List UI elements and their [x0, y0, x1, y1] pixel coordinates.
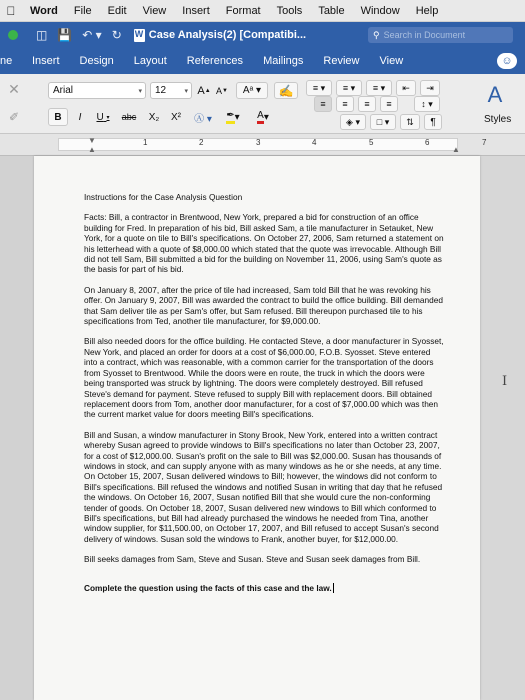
font-name-value: Arial: [53, 85, 74, 96]
final-instruction-text: Complete the question using the facts of this case and the law.: [84, 582, 332, 593]
multilevel-list-button[interactable]: ≡ ▾: [366, 80, 392, 96]
increase-indent-button[interactable]: ⇥: [420, 80, 440, 96]
tab-insert[interactable]: Insert: [32, 55, 60, 67]
shrink-font-button[interactable]: A ▼: [216, 85, 228, 96]
font-name-dropdown[interactable]: [48, 82, 146, 99]
paragraph-doors: Bill also needed doors for the office building. He contacted Steve, a door manufacturer in Syosset, New York, and placed an order for doors at a cost of $6,000.00, F.O.B. Syosset. Steve entered into a contract, which was reasonable, with a common carrier for the transportation of the doors from Syosset to Brentwood. While the doors were en route, the truck in which the doors were being transported was struck by lightning. The doors were completely destroyed. Bill refused Steve's demand for payment. Steve refused to supply Bill with replacement doors. Bill obtained replacement doors from Tom, another door manufacturer, for a cost of $7,000.00 which was then the current market value for doors meeting Bill's specifications.: [84, 336, 444, 420]
tab-layout[interactable]: Layout: [133, 55, 167, 67]
left-indent-marker[interactable]: ▲: [88, 145, 96, 154]
menu-window[interactable]: Window: [360, 4, 400, 17]
superscript-button[interactable]: X²: [171, 111, 181, 123]
cut-icon[interactable]: ✕: [8, 80, 20, 97]
ruler-number: 2: [199, 138, 204, 147]
menu-edit[interactable]: Edit: [107, 4, 127, 17]
change-case-button[interactable]: Aᵃ ▾: [236, 82, 268, 99]
search-placeholder: Search in Document: [383, 30, 466, 40]
ruler-number: 6: [425, 138, 430, 147]
menu-table[interactable]: Table: [318, 4, 345, 17]
chevron-down-icon: ▾: [106, 114, 110, 121]
format-painter-icon[interactable]: ✐: [8, 110, 20, 124]
show-formatting-marks-button[interactable]: ¶: [424, 114, 442, 130]
undo-icon[interactable]: ↶ ▾: [82, 28, 102, 42]
ruler-number: 3: [256, 138, 261, 147]
italic-button[interactable]: I: [78, 111, 82, 123]
paragraph-facts: Facts: Bill, a contractor in Brentwood, New York, prepared a bid for construction of an office building for Fred. In preparation of his bid, Bill asked Sam, a tile manufacturer in Setauket, New York, for a quote on tile to Bill's specifications. On October 27, 2006, Sam returned a statement on his letterhead with a quote of $8,000.00 which stated that the quote was irrevocable. Although Bill did not tell Sam, Bill submitted a bid for the building on November 11, 2006, using Sam's quote as the basis for part of his bid.: [84, 212, 444, 275]
numbering-button[interactable]: ≡ ▾: [336, 80, 362, 96]
font-size-dropdown[interactable]: [150, 82, 192, 99]
tab-review[interactable]: Review: [323, 55, 360, 67]
first-line-indent-marker[interactable]: ▼: [88, 136, 96, 145]
menu-insert[interactable]: Insert: [182, 4, 210, 17]
apple-icon[interactable]: [0, 4, 22, 18]
ibeam-cursor-icon: I: [502, 374, 508, 389]
document-title: [134, 29, 306, 42]
subscript-button[interactable]: X₂: [148, 111, 160, 123]
document-canvas[interactable]: [0, 156, 525, 700]
menu-file[interactable]: File: [73, 4, 92, 17]
grow-font-button[interactable]: A ▲: [197, 84, 211, 97]
canvas-margin: [0, 156, 34, 700]
highlight-color-button[interactable]: ✒ ▾: [226, 110, 240, 123]
sidebar-toggle-icon[interactable]: ◫: [36, 28, 48, 42]
bold-button[interactable]: B: [48, 108, 68, 126]
font-color-icon: A: [257, 110, 264, 124]
bullets-button[interactable]: ≡ ▾: [306, 80, 332, 96]
document-page[interactable]: [34, 156, 480, 700]
menu-word[interactable]: Word: [30, 4, 58, 17]
align-left-button[interactable]: ≡: [314, 96, 332, 112]
strikethrough-button[interactable]: abc: [121, 112, 137, 122]
ruler-number: 5: [369, 138, 374, 147]
tab-view[interactable]: View: [379, 55, 404, 67]
save-icon[interactable]: 💾: [57, 28, 73, 42]
line-spacing-button[interactable]: ↕ ▾: [414, 96, 440, 112]
decrease-indent-button[interactable]: ⇤: [396, 80, 416, 96]
macos-menu-bar: [0, 0, 525, 22]
tab-design[interactable]: Design: [79, 55, 114, 67]
menu-tools[interactable]: Tools: [276, 4, 303, 17]
word-document-icon: [134, 29, 145, 42]
menu-help[interactable]: Help: [415, 4, 439, 17]
clear-formatting-icon[interactable]: ✍: [274, 82, 298, 99]
home-ribbon: [0, 74, 525, 134]
font-color-button[interactable]: A ▾: [257, 110, 269, 123]
highlighter-icon: ✒: [226, 110, 234, 124]
paragraph-revocation: On January 8, 2007, after the price of tile had increased, Sam told Bill that he was revoking his offer. On January 9, 2007, Bill was awarded the contract to build the office building. Bill demanded that Sam deliver tile as per Sam's offer, but Sam refused. Bill thereupon purchased tile to his specifications from Ted, another tile manufacturer, for $9,000.00.: [84, 284, 443, 327]
search-icon: ⚲: [373, 29, 380, 40]
chevron-down-icon: ▾: [184, 87, 188, 95]
align-right-button[interactable]: ≡: [358, 96, 376, 112]
ruler-number: 7: [482, 138, 487, 147]
document-body[interactable]: [84, 192, 444, 593]
quick-access-toolbar: [36, 28, 122, 42]
font-size-value: 12: [155, 85, 167, 96]
document-title-text: Case Analysis(2) [Compatibi...: [148, 29, 307, 41]
redo-icon[interactable]: ↻: [111, 28, 122, 42]
align-center-button[interactable]: ≡: [336, 96, 354, 112]
tab-mailings[interactable]: Mailings: [263, 55, 304, 67]
window-title-bar: [0, 22, 525, 48]
paragraph-windows: Bill and Susan, a window manufacturer in Stony Brook, New York, entered into a written contract whereby Susan agreed to provide windows to Bill's specifications no later than October 23, 2007, for a cost of $12,000.00. Susan's profit on the sale to Bill was $2,000.00. Susan has thousands of windows in stock, and can supply anyone with as many windows as he or she needs, at any time. On October 15, 2007, Susan delivered windows to Bill; however, the windows did not conform to Bill's specifications. Bill refused the windows and notified Susan in writing that day that he refused the windows. On October 16, 2007, Susan notified Bill that she would cure the non-conforming tender of goods. On October 18, 2007, Susan delivered new windows to Bill which conformed to Bill's specifications, but Bill had already purchased the windows he needed from Tina, another window supplier, for $11,500.00, on October 17, 2007, and Bill refused to accept Susan's second delivery of windows. Susan sold the windows to Frank, another buyer, for $12,000.00.: [84, 429, 443, 544]
tab-references[interactable]: References: [186, 55, 244, 67]
right-indent-marker[interactable]: ▲: [452, 145, 460, 154]
menu-format[interactable]: Format: [225, 4, 261, 17]
final-instruction: [84, 583, 444, 593]
borders-button[interactable]: □ ▾: [370, 114, 396, 130]
feedback-smiley-icon[interactable]: ☺: [497, 53, 517, 69]
menu-view[interactable]: View: [142, 4, 167, 17]
search-in-document-field[interactable]: [368, 27, 513, 43]
document-heading: Instructions for the Case Analysis Question: [84, 192, 243, 202]
underline-button[interactable]: U ▾: [96, 111, 110, 123]
window-close-button[interactable]: [8, 30, 18, 40]
styles-label[interactable]: Styles: [484, 114, 512, 125]
justify-button[interactable]: ≡: [380, 96, 398, 112]
text-effects-button[interactable]: Ⓐ ▾: [194, 113, 212, 125]
ruler-number: 4: [312, 138, 317, 147]
ribbon-tabs: [0, 48, 525, 74]
paragraph-damages: Bill seeks damages from Sam, Steve and Susan. Steve and Susan seek damages from Bill.: [84, 554, 421, 565]
chevron-down-icon: ▾: [138, 87, 142, 95]
tab-home[interactable]: ne: [0, 55, 13, 67]
ruler-number: 1: [143, 138, 148, 147]
text-cursor: [333, 583, 334, 593]
sort-button[interactable]: ⇅: [400, 114, 420, 130]
styles-pane-icon[interactable]: A: [487, 82, 503, 107]
shading-button[interactable]: ◈ ▾: [340, 114, 366, 130]
horizontal-ruler[interactable]: [0, 134, 525, 156]
